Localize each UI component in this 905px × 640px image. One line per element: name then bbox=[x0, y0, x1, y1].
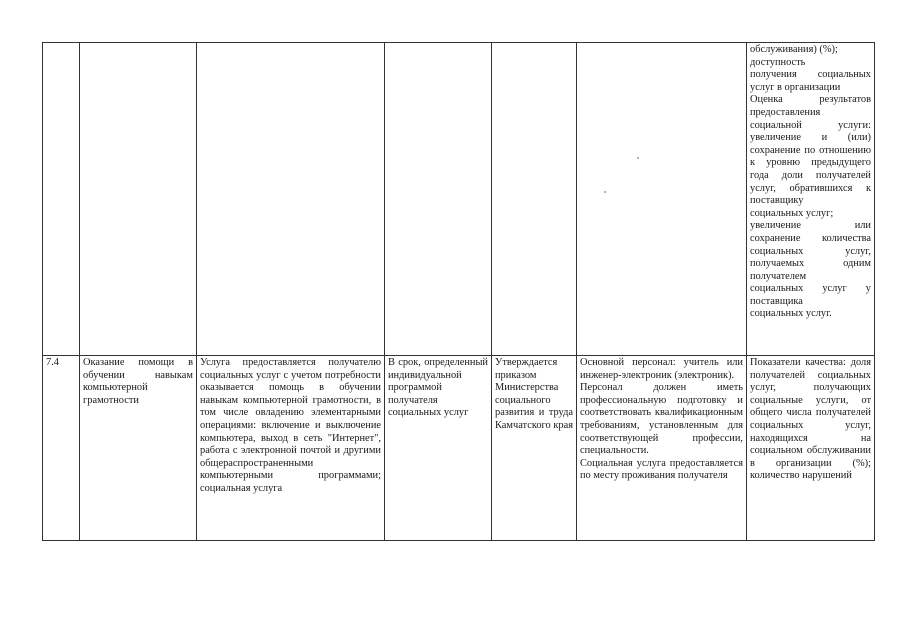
services-table bbox=[42, 42, 875, 541]
cell-service-name: Оказание помощи в обучении навыкам компьютерной грамотности bbox=[80, 356, 197, 541]
cell-empty-approval bbox=[492, 43, 577, 356]
table-row-7-4 bbox=[43, 356, 875, 541]
cell-empty-name bbox=[80, 43, 197, 356]
table-row-continuation bbox=[43, 43, 875, 356]
cell-approval: Утверждается приказом Министерства социального развития и труда Камчатского края bbox=[492, 356, 577, 541]
cell-empty-description bbox=[197, 43, 385, 356]
cell-indicators-continued: обслуживания) (%); доступность получения социальных услуг в организации Оценка результатов предоставления социальной услуги: увеличение и (или) сохранение по отношению к уровню предыдущего года доли получателей услуг, обратившихся к поставщику социальных услуг; увеличение или сохранение количества социальных услуг, получаемых одним получателем социальных услуг у поставщика социальных услуг. bbox=[747, 43, 875, 356]
cell-empty-conditions bbox=[577, 43, 747, 356]
cell-service-term: В срок, определенный индивидуальной программой получателя социальных услуг bbox=[385, 356, 492, 541]
cell-service-description: Услуга предоставляется получателю социальных услуг с учетом потребности оказывается помощь в обучении навыкам компьютерной грамотности, в том числе овладению элементарными операциями: включение и выключение компьютера, выход в сеть "Интернет", работа с электронной почтой и другими общераспространенными компьютерными программами; социальная услуга bbox=[197, 356, 385, 541]
cell-empty-term bbox=[385, 43, 492, 356]
scan-speck bbox=[637, 157, 639, 159]
cell-row-number: 7.4 bbox=[43, 356, 80, 541]
cell-empty-number bbox=[43, 43, 80, 356]
scan-speck bbox=[604, 191, 606, 193]
cell-quality-indicators: Показатели качества: доля получателей социальных услуг, получающих социальные услуги, от общего числа получателей социальных услуг, находящихся на социальном обслуживании в организации (%); количество нарушений bbox=[747, 356, 875, 541]
cell-conditions: Основной персонал: учитель или инженер-электроник (электроник). Персонал должен иметь профессиональную подготовку и соответствовать квалификационным требованиям, установленным для соответствующей профессии, специальности. Социальная услуга предоставляется по месту проживания получателя bbox=[577, 356, 747, 541]
